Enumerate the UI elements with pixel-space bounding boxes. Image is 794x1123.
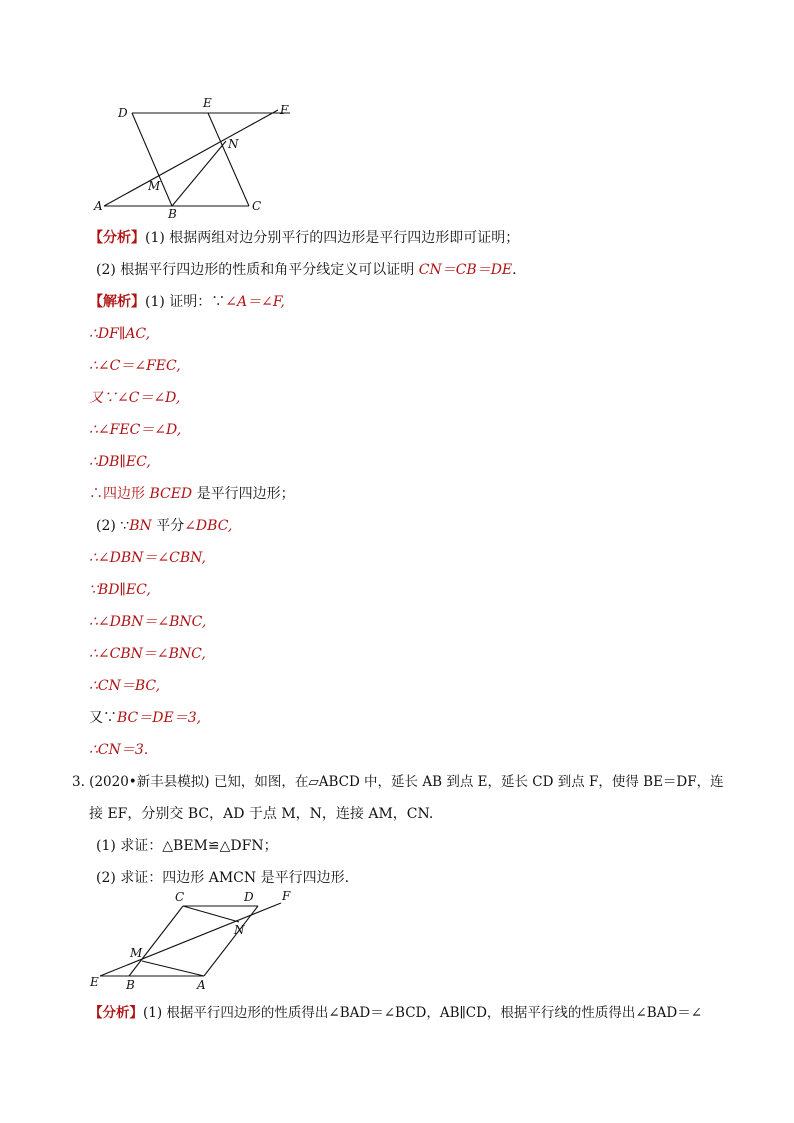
solution-line-15: ∴CN＝3. xyxy=(89,742,149,758)
analysis-tag: 【分析】 xyxy=(89,1005,143,1021)
solution-step: ∴∠FEC＝∠D, xyxy=(89,422,182,438)
problem-3-line-1: 3. (2020•新丰县模拟) 已知，如图，在▱ABCD 中，延长 AB 到点 E，延长 CD 到点 F，使得 BE＝DF，连 xyxy=(72,774,724,790)
label-N: N xyxy=(228,137,239,151)
label-B: B xyxy=(126,978,135,992)
label-M: M xyxy=(148,179,161,193)
analysis-tag: 【分析】 xyxy=(89,230,145,246)
label-D: D xyxy=(244,890,254,904)
solution-step: ∴DB∥EC, xyxy=(89,454,151,470)
label-E: E xyxy=(90,975,99,989)
solution-line-8: (2) ∵BN 平分∠DBC, xyxy=(96,518,233,534)
analysis-3-line: 【分析】(1) 根据平行四边形的性质得出∠BAD＝∠BCD，AB∥CD，根据平行线的性质得出∠BAD＝∠ xyxy=(89,1005,703,1021)
label-N: N xyxy=(234,923,245,937)
label-C: C xyxy=(252,199,262,213)
solution-step: ∵BD∥EC, xyxy=(89,582,151,598)
solution-step: ∴∠CBN＝∠BNC, xyxy=(89,646,206,662)
label-B: B xyxy=(168,207,177,221)
solution-line-7: ∴四边形 BCED 是平行四边形； xyxy=(89,486,295,502)
label-D: D xyxy=(118,106,128,120)
label-M: M xyxy=(130,946,143,960)
problem-3-question-1: (1) 求证：△BEM≌△DFN； xyxy=(96,838,278,854)
solution-1-line-1: 【解析】(1) 证明：∵∠A＝∠F, xyxy=(89,294,285,310)
problem-3-line-2: 接 EF，分别交 BC，AD 于点 M，N，连接 AM，CN. xyxy=(89,806,434,822)
label-F: F xyxy=(282,889,291,903)
analysis-1-line-2: (2) 根据平行四边形的性质和角平分线定义可以证明 CN＝CB＝DE. xyxy=(96,262,517,278)
analysis-1-line-1: 【分析】(1) 根据两组对边分别平行的四边形是平行四边形即可证明； xyxy=(89,230,520,246)
solution-line-14: 又∵BC＝DE＝3, xyxy=(89,710,202,726)
label-A: A xyxy=(94,199,103,213)
label-A: A xyxy=(197,978,206,992)
label-E: E xyxy=(203,96,212,110)
label-F: F xyxy=(280,103,289,117)
solution-step: ∴CN＝BC, xyxy=(89,678,161,694)
solution-step: ∴∠C＝∠FEC, xyxy=(89,358,181,374)
solution-tag: 【解析】 xyxy=(89,294,145,310)
problem-3-question-2: (2) 求证：四边形 AMCN 是平行四边形. xyxy=(96,870,350,886)
solution-step: ∴∠DBN＝∠CBN, xyxy=(89,550,206,566)
figure-1-parallelogram xyxy=(90,92,300,222)
label-C: C xyxy=(175,890,185,904)
figure-2-parallelogram xyxy=(88,886,308,996)
solution-step: ∴∠DBN＝∠BNC, xyxy=(89,614,207,630)
solution-step: 又∵∠C＝∠D, xyxy=(89,390,181,406)
solution-step: ∴DF∥AC, xyxy=(89,326,151,342)
